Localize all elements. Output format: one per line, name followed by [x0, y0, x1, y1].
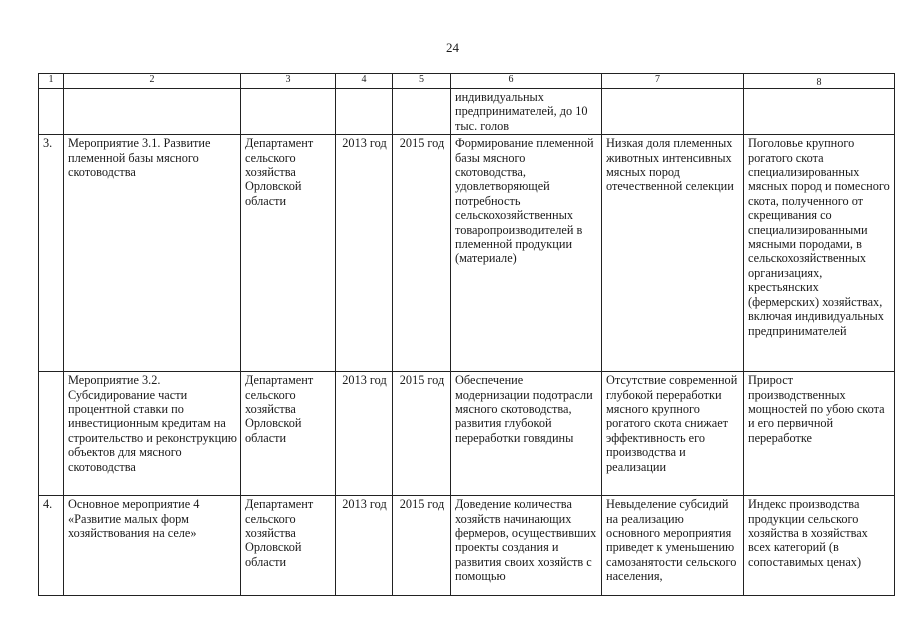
column-number: 3: [241, 74, 336, 89]
expected-result: Формирование племенной базы мясного скотоводства, удовлетворяющей потребность сельскохозяйственных товаропроизводителей в племенной продукции (материале): [451, 135, 602, 372]
expected-result: индивидуальных предпринимателей, до 10 тыс. голов: [451, 89, 602, 135]
end-year: 2015 год: [393, 372, 451, 496]
column-number: 4: [336, 74, 393, 89]
end-year: 2015 год: [393, 496, 451, 596]
indicator: Индекс производства продукции сельского хозяйства в хозяйствах всех категорий (в сопоставимых ценах): [744, 496, 895, 596]
indicator: Поголовье крупного рогатого скота специализированных мясных пород и помесного скота, полученного от скрещивания со специализированными мясными породами, в сельскохозяйственных организациях, крестьянских (фермерских) хозяйствах, включая индивидуальных предпринимателей: [744, 135, 895, 372]
end-year: 2015 год: [393, 135, 451, 372]
column-number: 6: [451, 74, 602, 89]
column-number: 2: [64, 74, 241, 89]
consequences: Отсутствие современной глубокой переработки мясного крупного рогатого скота снижает эффективность его производства и реализации: [602, 372, 744, 496]
activity-name: Мероприятие 3.2. Субсидирование части процентной ставки по инвестиционным кредитам на строительство и реконструкцию объектов для мясного скотоводства: [64, 372, 241, 496]
start-year: 2013 год: [336, 496, 393, 596]
consequences: Низкая доля племенных животных интенсивных мясных пород отечественной селекции: [602, 135, 744, 372]
program-table: [38, 73, 895, 596]
column-number-row: [39, 74, 895, 89]
responsible-executor: Департамент сельского хозяйства Орловской области: [241, 496, 336, 596]
row-number: [39, 89, 64, 135]
program-table-wrapper: [38, 73, 894, 596]
expected-result: Обеспечение модернизации подотрасли мясного скотоводства, развития глубокой переработки говядины: [451, 372, 602, 496]
table-row: [39, 372, 895, 496]
expected-result: Доведение количества хозяйств начинающих фермеров, осуществивших проекты создания и развития своих хозяйств с помощью: [451, 496, 602, 596]
row-number: 4.: [39, 496, 64, 596]
column-number: 1: [39, 74, 64, 89]
table-row: [39, 89, 895, 135]
start-year: [336, 89, 393, 135]
responsible-executor: [241, 89, 336, 135]
column-number: 8: [744, 74, 895, 89]
consequences: [602, 89, 744, 135]
activity-name: Основное мероприятие 4 «Развитие малых форм хозяйствования на селе»: [64, 496, 241, 596]
start-year: 2013 год: [336, 135, 393, 372]
table-row: [39, 496, 895, 596]
indicator: [744, 89, 895, 135]
activity-name: Мероприятие 3.1. Развитие племенной базы мясного скотоводства: [64, 135, 241, 372]
consequences: Невыделение субсидий на реализацию основного мероприятия приведет к уменьшению самозанятости сельского населения,: [602, 496, 744, 596]
start-year: 2013 год: [336, 372, 393, 496]
responsible-executor: Департамент сельского хозяйства Орловской области: [241, 135, 336, 372]
column-number: 5: [393, 74, 451, 89]
responsible-executor: Департамент сельского хозяйства Орловской области: [241, 372, 336, 496]
end-year: [393, 89, 451, 135]
column-number: 7: [602, 74, 744, 89]
row-number: [39, 372, 64, 496]
activity-name: [64, 89, 241, 135]
indicator: Прирост производственных мощностей по убою скота и его первичной переработке: [744, 372, 895, 496]
row-number: 3.: [39, 135, 64, 372]
table-row: [39, 135, 895, 372]
page-number: 24: [446, 40, 459, 55]
